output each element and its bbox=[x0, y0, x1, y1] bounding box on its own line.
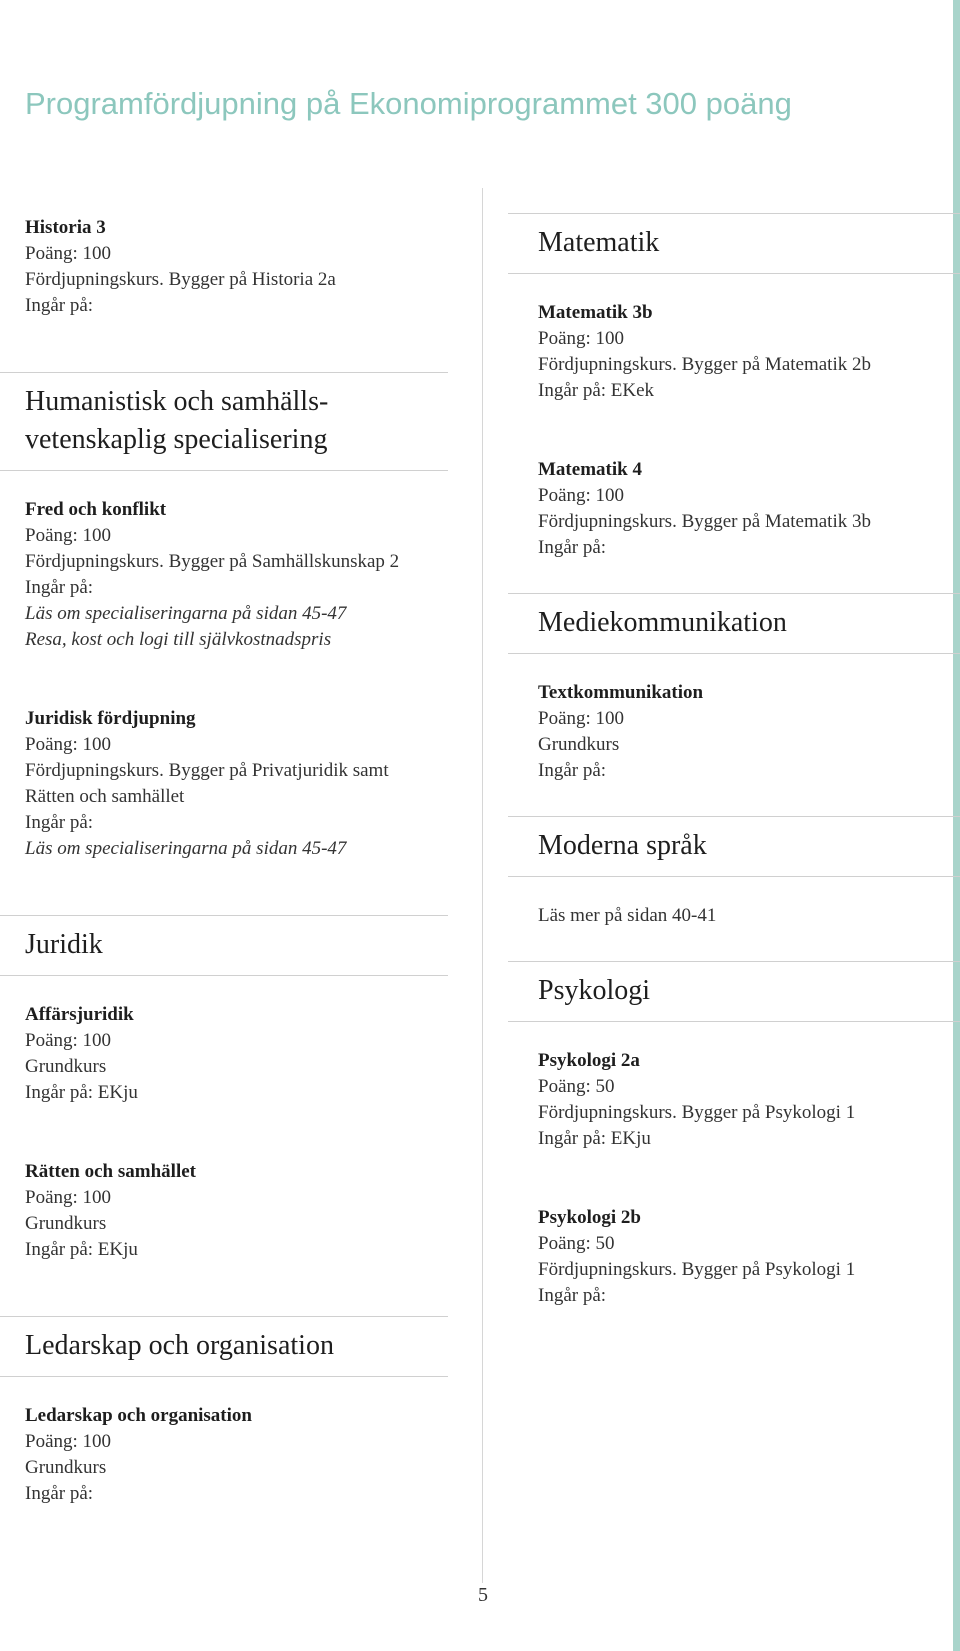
course-note: Resa, kost och logi till självkostnadspris bbox=[25, 629, 332, 650]
course-psykologi-2b bbox=[538, 1205, 952, 1309]
section-heading-matematik: Matematik bbox=[538, 213, 952, 274]
course-ledarskap-och-organisation bbox=[25, 1403, 455, 1507]
course-points: Poäng: 100 bbox=[25, 1431, 112, 1452]
course-part-of: Ingår på: bbox=[25, 1483, 94, 1504]
course-part-of: Ingår på: bbox=[538, 537, 607, 558]
left-column bbox=[25, 215, 455, 1507]
course-points: Poäng: 100 bbox=[538, 708, 625, 729]
course-type: Fördjupningskurs. Bygger på Matematik 3b bbox=[538, 511, 871, 532]
course-type: Fördjupningskurs. Bygger på Matematik 2b bbox=[538, 354, 871, 375]
course-name: Juridisk fördjupning bbox=[25, 708, 196, 729]
course-affarsjuridik bbox=[25, 1002, 455, 1106]
course-part-of: Ingår på: EKju bbox=[538, 1128, 651, 1149]
course-part-of: Ingår på: EKju bbox=[25, 1082, 138, 1103]
course-matematik-3b bbox=[538, 300, 952, 404]
section-heading-mediekommunikation: Mediekommunikation bbox=[538, 593, 952, 654]
course-points: Poäng: 50 bbox=[538, 1233, 615, 1254]
course-note: Läs om specialiseringarna på sidan 45-47 bbox=[25, 838, 347, 859]
course-historia-3 bbox=[25, 215, 455, 319]
course-note: Läs om specialiseringarna på sidan 45-47 bbox=[25, 603, 347, 624]
section-heading-humanistisk bbox=[25, 372, 455, 471]
column-divider bbox=[482, 188, 483, 1583]
course-points: Poäng: 100 bbox=[538, 485, 625, 506]
course-type: Grundkurs bbox=[538, 734, 620, 755]
course-textkommunikation bbox=[538, 680, 952, 784]
course-name: Matematik 4 bbox=[538, 459, 642, 480]
section-heading-moderna-sprak: Moderna språk bbox=[538, 816, 952, 877]
course-name: Textkommunikation bbox=[538, 682, 704, 703]
course-points: Poäng: 100 bbox=[538, 328, 625, 349]
course-type: Rätten och samhället bbox=[25, 786, 185, 807]
course-points: Poäng: 100 bbox=[25, 1187, 112, 1208]
course-type: Fördjupningskurs. Bygger på Privatjuridik samt bbox=[25, 760, 389, 781]
course-points: Poäng: 100 bbox=[25, 1030, 112, 1051]
course-note: Läs mer på sidan 40-41 bbox=[538, 905, 717, 926]
course-name: Historia 3 bbox=[25, 217, 106, 238]
course-ratten-och-samhallet bbox=[25, 1159, 455, 1263]
course-type: Fördjupningskurs. Bygger på Psykologi 1 bbox=[538, 1259, 856, 1280]
course-name: Matematik 3b bbox=[538, 302, 653, 323]
course-part-of: Ingår på: bbox=[538, 760, 607, 781]
course-fred-och-konflikt bbox=[25, 497, 455, 653]
course-name: Fred och konflikt bbox=[25, 499, 167, 520]
course-name: Rätten och samhället bbox=[25, 1161, 196, 1182]
course-points: Poäng: 100 bbox=[25, 525, 112, 546]
course-type: Fördjupningskurs. Bygger på Samhällskunskap 2 bbox=[25, 551, 400, 572]
course-type: Grundkurs bbox=[25, 1457, 107, 1478]
course-matematik-4 bbox=[538, 457, 952, 561]
course-name: Ledarskap och organisation bbox=[25, 1405, 252, 1426]
course-type: Grundkurs bbox=[25, 1056, 107, 1077]
section-heading-juridik: Juridik bbox=[25, 915, 455, 976]
course-points: Poäng: 100 bbox=[25, 734, 112, 755]
section-heading-line: vetenskaplig specialisering bbox=[25, 424, 328, 455]
course-points: Poäng: 100 bbox=[25, 243, 112, 264]
course-type: Grundkurs bbox=[25, 1213, 107, 1234]
course-juridisk-fordjupning bbox=[25, 706, 455, 862]
course-part-of: Ingår på: bbox=[538, 1285, 607, 1306]
course-part-of: Ingår på: bbox=[25, 577, 94, 598]
section-heading-psykologi: Psykologi bbox=[538, 961, 952, 1022]
course-name: Psykologi 2b bbox=[538, 1207, 641, 1228]
course-type: Fördjupningskurs. Bygger på Historia 2a bbox=[25, 269, 336, 290]
page-title: Programfördjupning på Ekonomiprogrammet 300 poäng bbox=[25, 86, 792, 121]
right-column bbox=[538, 213, 952, 1309]
section-heading-line: Humanistisk och samhälls- bbox=[25, 386, 329, 417]
course-psykologi-2a bbox=[538, 1048, 952, 1152]
course-part-of: Ingår på: bbox=[25, 812, 94, 833]
course-name: Psykologi 2a bbox=[538, 1050, 640, 1071]
course-points: Poäng: 50 bbox=[538, 1076, 615, 1097]
moderna-sprak-note bbox=[538, 903, 952, 929]
course-part-of: Ingår på: EKju bbox=[25, 1239, 138, 1260]
accent-bar bbox=[953, 0, 960, 1651]
page-number: 5 bbox=[478, 1584, 488, 1606]
course-type: Fördjupningskurs. Bygger på Psykologi 1 bbox=[538, 1102, 856, 1123]
course-part-of: Ingår på: EKek bbox=[538, 380, 655, 401]
course-name: Affärsjuridik bbox=[25, 1004, 134, 1025]
section-heading-ledarskap: Ledarskap och organisation bbox=[25, 1316, 455, 1377]
course-part-of: Ingår på: bbox=[25, 295, 94, 316]
